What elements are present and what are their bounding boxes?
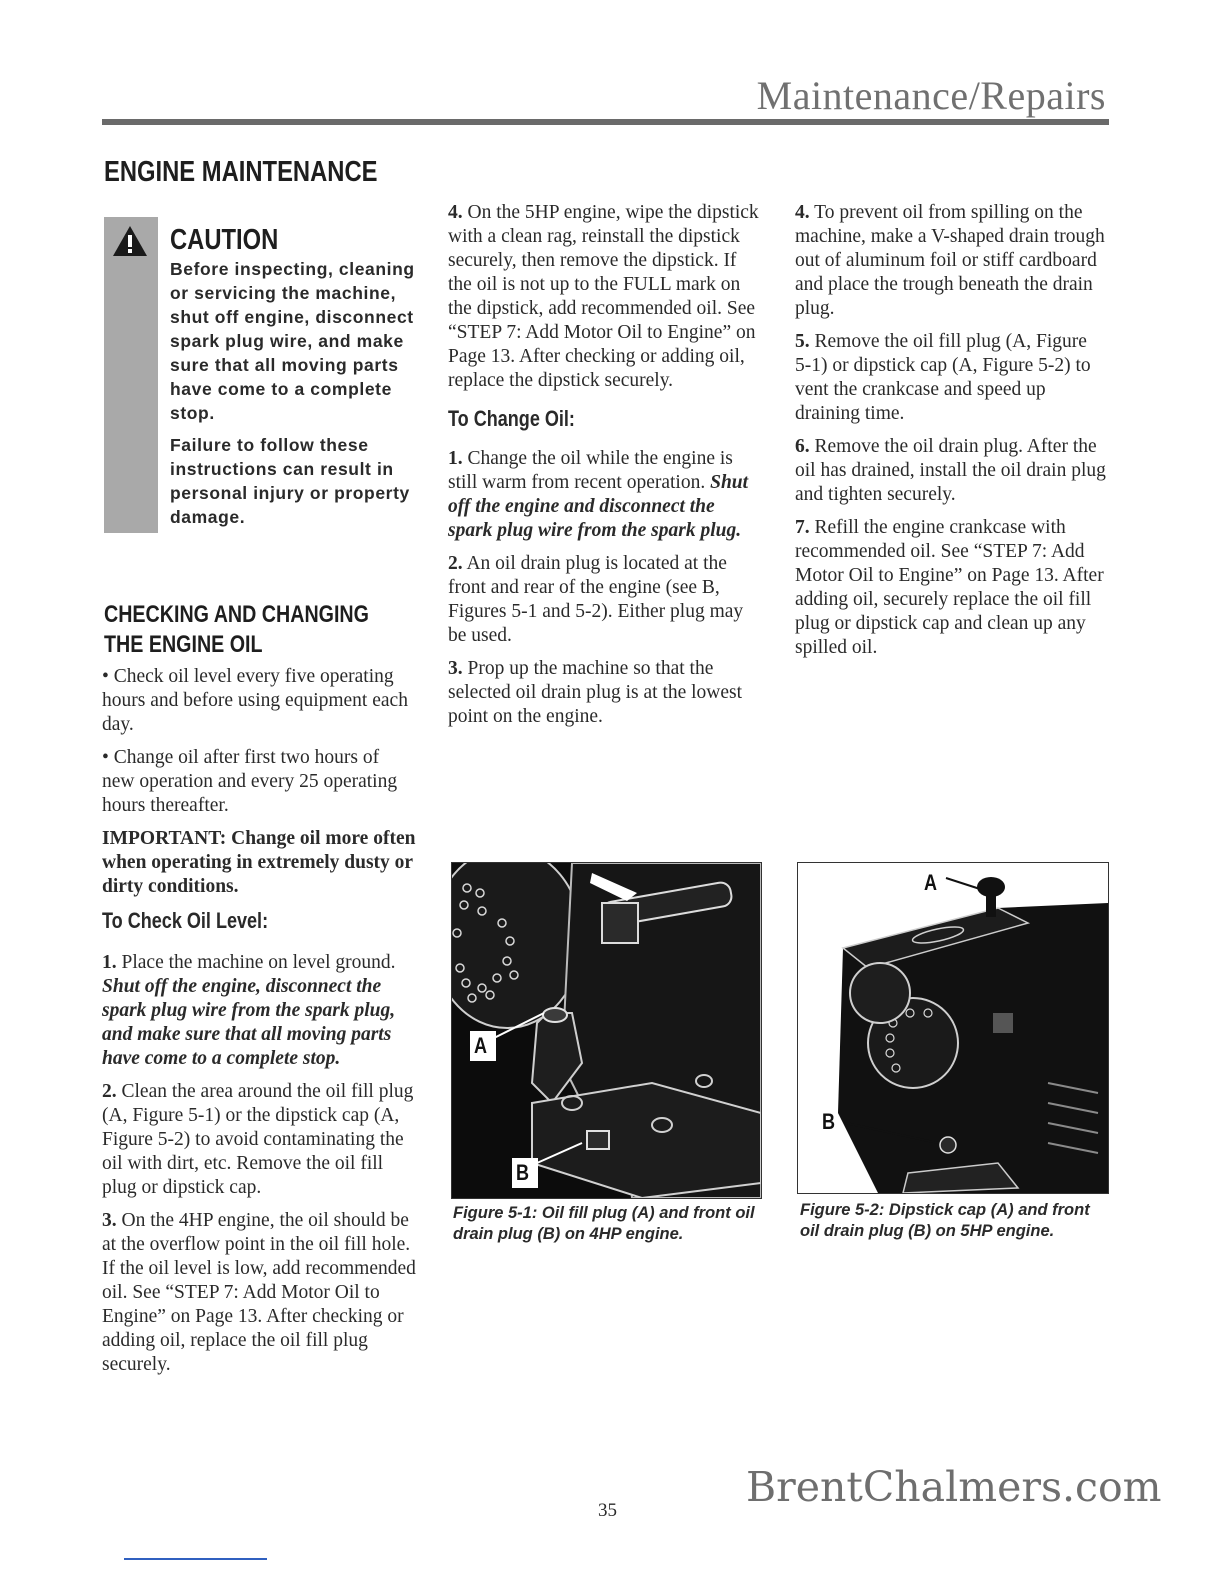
page-header-title: Maintenance/Repairs (756, 73, 1106, 118)
footer-line (124, 1558, 267, 1560)
page-number: 35 (598, 1500, 617, 1521)
step-number: 1. (448, 448, 463, 469)
header-divider (102, 119, 1109, 125)
step-number: 3. (448, 658, 463, 679)
step-warning: Shut off the engine, disconnect the spark plug wire from the spark plug, and make sure that all moving parts have come to a complete stop. (102, 976, 396, 1069)
important-note: IMPORTANT: Change oil more often when operating in extremely dusty or dirty conditions. (102, 828, 416, 897)
figure-5-1-image (451, 862, 762, 1199)
change-step-2 (448, 552, 760, 648)
bullet-text-1: Check oil level every five operating hours and before using equipment each day. (102, 666, 408, 735)
check-level-heading: To Check Oil Level: (102, 908, 269, 933)
bullet-item: • Check oil level every five operating hours and before using equipment each day. (102, 666, 408, 735)
step-text: Change the oil while the engine is still warm from recent operation. (448, 448, 733, 493)
step-number: 4. (448, 202, 463, 223)
step-warning: Shut off the engine and disconnect the spark plug wire from the spark plug. (448, 472, 749, 541)
change-step-5 (795, 330, 1107, 426)
change-step-7 (795, 516, 1107, 660)
caution-title: CAUTION (170, 224, 279, 256)
step-number: 2. (102, 1081, 117, 1102)
column-middle (448, 201, 760, 738)
check-step-4 (448, 201, 760, 393)
step-text: On the 4HP engine, the oil should be at the overflow point in the oil fill hole. If the oil level is low, add recommended oil. See “STEP 7: Add Motor Oil to Engine” on Page 13. After checking or adding oil, replace the oil fill plug securely. (102, 1210, 416, 1375)
checking-heading-line1: CHECKING AND CHANGING (104, 601, 369, 628)
figure-label-b: B (822, 1109, 836, 1134)
change-step-1 (448, 447, 760, 543)
checking-heading-line2: THE ENGINE OIL (104, 631, 263, 658)
figure-label-a: A (924, 870, 938, 895)
column-left (102, 665, 416, 1386)
figure-label-b: B (516, 1160, 530, 1185)
column-right (795, 201, 1107, 669)
step-text: Remove the oil fill plug (A, Figure 5-1) or dipstick cap (A, Figure 5-2) to vent the crankcase and speed up draining time. (795, 331, 1091, 424)
caution-paragraph-1: Before inspecting, cleaning or servicing the machine, shut off engine, disconnect spark plug wire, and make sure that all moving parts have come to a complete stop. (170, 259, 415, 423)
step-text: Refill the engine crankcase with recommended oil. See “STEP 7: Add Motor Oil to Engine” on Page 13. After adding oil, securely replace the oil fill plug or dipstick cap and clean up any spilled oil. (795, 517, 1104, 658)
step-number: 6. (795, 436, 810, 457)
check-step-1 (102, 951, 416, 1071)
change-step-4 (795, 201, 1107, 321)
step-text: Place the machine on level ground. (121, 952, 396, 973)
step-number: 2. (448, 553, 463, 574)
engine-4hp-illustration (452, 863, 761, 1198)
change-oil-heading: To Change Oil: (448, 406, 575, 431)
checking-heading (104, 600, 427, 660)
figure-5-2-caption: Figure 5-2: Dipstick cap (A) and front oil drain plug (B) on 5HP engine. (800, 1201, 1090, 1240)
step-text: An oil drain plug is located at the front and rear of the engine (see B, Figures 5-1 and 5-2). Either plug may be used. (448, 553, 744, 646)
step-text: To prevent oil from spilling on the machine, make a V-shaped drain trough out of aluminum foil or stiff cardboard and place the trough beneath the drain plug. (795, 202, 1105, 319)
figure-label-a: A (474, 1033, 488, 1058)
step-number: 1. (102, 952, 117, 973)
figure-5-2-image (797, 862, 1109, 1194)
bullet-text-2: Change oil after first two hours of new operation and every 25 operating hours thereafter. (102, 747, 398, 816)
step-number: 3. (102, 1210, 117, 1231)
section-heading: ENGINE MAINTENANCE (104, 156, 378, 188)
warning-triangle-icon (112, 225, 148, 257)
step-text: Clean the area around the oil fill plug (A, Figure 5-1) or the dipstick cap (A, Figure 5-2) to avoid contaminating the oil with dirt, etc. Remove the oil fill plug or dipstick cap. (102, 1081, 414, 1198)
change-step-6 (795, 435, 1107, 507)
step-number: 7. (795, 517, 810, 538)
bullet-item: • Change oil after first two hours of new operation and every 25 operating hours thereafter. (102, 747, 398, 816)
step-text: On the 5HP engine, wipe the dipstick with a clean rag, reinstall the dipstick securely, then remove the dipstick. If the oil is not up to the FULL mark on the dipstick, add recommended oil. See “STEP 7: Add Motor Oil to Engine” on Page 13. After checking or adding oil, replace the dipstick securely. (448, 202, 759, 391)
check-step-3 (102, 1209, 416, 1377)
caution-paragraph-2: Failure to follow these instructions can result in personal injury or property damage. (170, 435, 410, 527)
step-number: 4. (795, 202, 810, 223)
change-step-3 (448, 657, 760, 729)
check-step-2 (102, 1080, 416, 1200)
step-number: 5. (795, 331, 810, 352)
figure-5-1-caption: Figure 5-1: Oil fill plug (A) and front oil drain plug (B) on 4HP engine. (453, 1204, 755, 1243)
step-text: Remove the oil drain plug. After the oil has drained, install the oil drain plug and tighten securely. (795, 436, 1106, 505)
caution-sidebar (104, 217, 158, 533)
watermark: BrentChalmers.com (746, 1463, 1162, 1511)
engine-5hp-illustration (798, 863, 1108, 1193)
step-text: Prop up the machine so that the selected oil drain plug is at the lowest point on the engine. (448, 658, 743, 727)
